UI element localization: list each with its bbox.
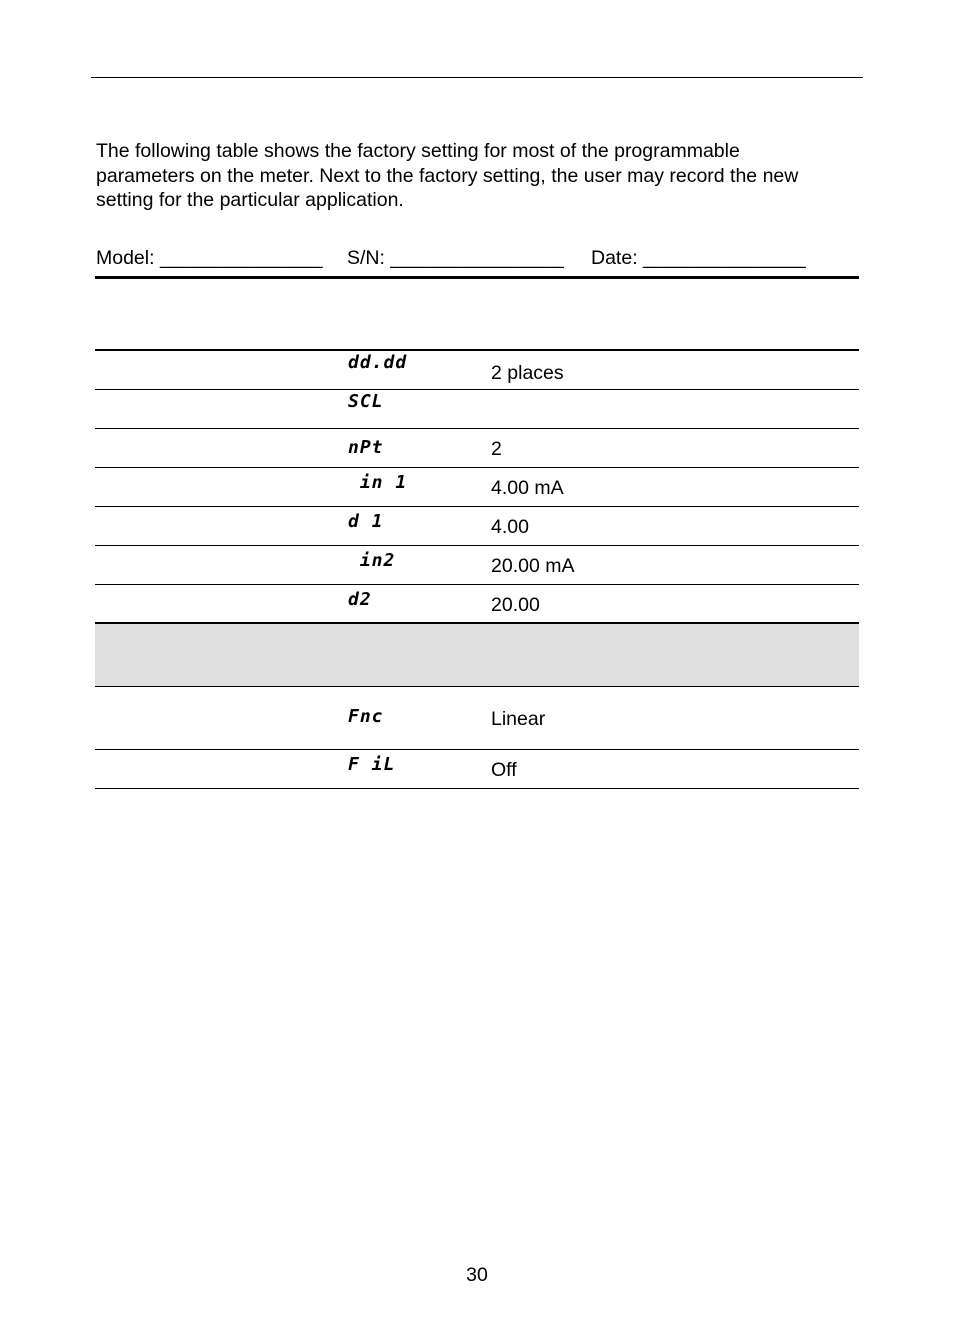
table-row <box>95 468 859 507</box>
record-fields-rule <box>95 276 859 279</box>
table-row <box>95 429 859 468</box>
table-row <box>95 546 859 585</box>
table-row <box>95 349 859 390</box>
model-field: Model: _______________ <box>96 247 323 269</box>
display-code: d2 <box>348 589 372 610</box>
factory-settings-table <box>95 349 859 789</box>
display-code: SCL <box>348 391 384 412</box>
display-code: F iL <box>348 754 396 775</box>
record-fields-row <box>96 246 858 274</box>
table-row <box>95 390 859 429</box>
display-code: in2 <box>348 550 396 571</box>
table-row <box>95 750 859 789</box>
factory-setting: 4.00 <box>491 516 529 538</box>
display-code: dd.dd <box>348 352 408 373</box>
display-code: d 1 <box>348 511 384 532</box>
intro-paragraph: The following table shows the factory setting for most of the programmable parameters on the meter. Next to the factory setting, the user may record the new setting for the particular application. <box>96 140 799 211</box>
table-section-row <box>95 623 859 687</box>
serial-number-field: S/N: ________________ <box>347 247 564 269</box>
factory-setting: Off <box>491 759 517 781</box>
factory-setting: 2 <box>491 438 502 460</box>
factory-setting: 4.00 mA <box>491 477 564 499</box>
table-row <box>95 687 859 750</box>
table-row <box>95 585 859 623</box>
display-code: in 1 <box>348 472 408 493</box>
page-number: 30 <box>466 1264 488 1286</box>
table-row <box>95 507 859 546</box>
header-rule <box>91 77 863 78</box>
date-field: Date: _______________ <box>591 247 806 269</box>
display-code: nPt <box>348 437 384 458</box>
factory-setting: 2 places <box>491 362 564 384</box>
display-code: Fnc <box>348 706 384 727</box>
factory-setting: 20.00 mA <box>491 555 575 577</box>
factory-setting: 20.00 <box>491 594 540 616</box>
factory-setting: Linear <box>491 708 546 730</box>
